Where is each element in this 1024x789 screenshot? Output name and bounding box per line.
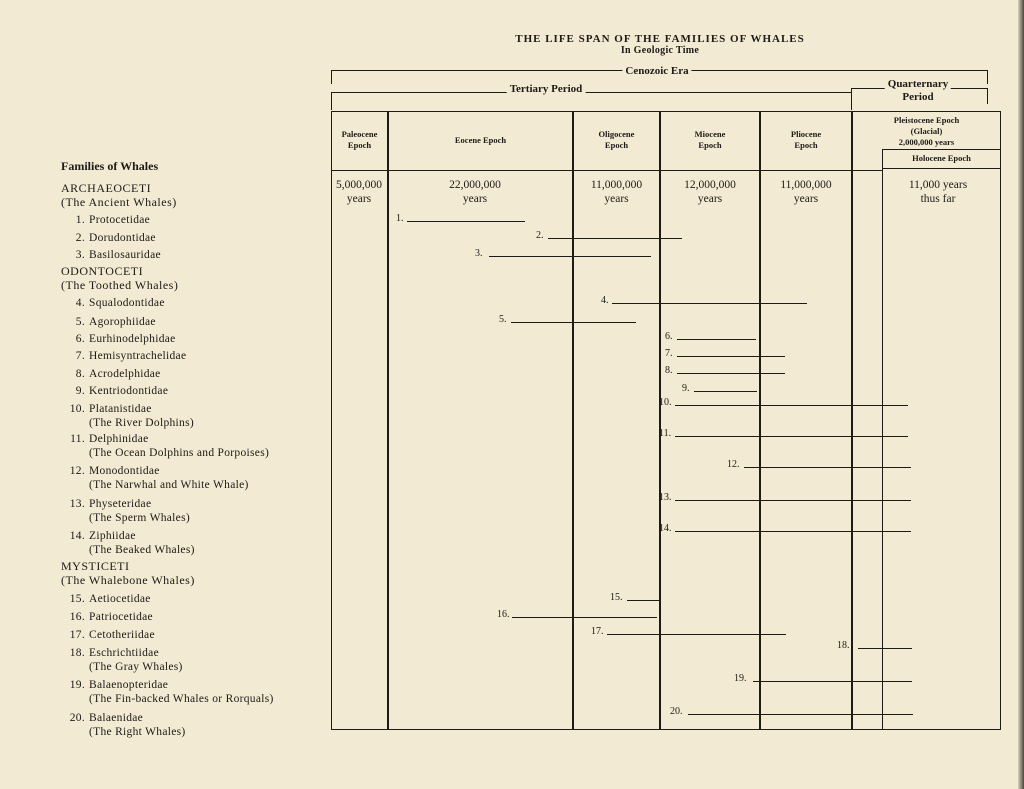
range-11-line bbox=[675, 436, 908, 437]
range-17-label: 17. bbox=[591, 626, 604, 637]
range-2-label: 2. bbox=[536, 230, 544, 241]
family-18-common: (The Gray Whales) bbox=[89, 661, 183, 673]
family-20 bbox=[61, 711, 186, 739]
epoch-paleocene bbox=[332, 129, 387, 151]
range-19-line bbox=[753, 681, 912, 682]
family-10 bbox=[61, 402, 194, 430]
range-7-label: 7. bbox=[665, 348, 673, 359]
range-12-label: 12. bbox=[727, 459, 740, 470]
range-16-line bbox=[512, 617, 657, 618]
duration-miocene-value: 12,000,000 bbox=[684, 179, 736, 191]
family-7 bbox=[61, 349, 186, 363]
family-3-number: 3. bbox=[75, 249, 85, 261]
family-8-name: Acrodelphidae bbox=[89, 368, 161, 380]
family-18-number: 18. bbox=[69, 647, 85, 659]
column-divider-7 bbox=[1000, 111, 1001, 729]
epoch-holocene bbox=[883, 153, 1000, 164]
family-6-number: 6. bbox=[75, 333, 85, 345]
family-6-name: Eurhinodelphidae bbox=[89, 333, 176, 345]
family-9-number: 9. bbox=[75, 385, 85, 397]
family-17-name: Cetotheriidae bbox=[89, 629, 155, 641]
epoch-miocene-line1: Miocene bbox=[694, 129, 726, 139]
family-1 bbox=[61, 213, 150, 227]
family-4 bbox=[61, 296, 165, 310]
family-19 bbox=[61, 678, 274, 706]
duration-oligocene bbox=[574, 178, 659, 206]
family-2 bbox=[61, 231, 156, 245]
order-archaeoceti-name: ARCHAEOCETI bbox=[61, 181, 152, 195]
family-18-name: Eschrichtiidae bbox=[89, 647, 159, 659]
range-4-label: 4. bbox=[601, 295, 609, 306]
epoch-pleistocene-line2: (Glacial) bbox=[910, 126, 943, 136]
duration-paleocene-value: 5,000,000 bbox=[336, 179, 382, 191]
range-1-label: 1. bbox=[396, 213, 404, 224]
family-8-number: 8. bbox=[75, 368, 85, 380]
epoch-eocene bbox=[389, 135, 572, 146]
tertiary-bracket-left-tick bbox=[331, 92, 332, 110]
family-2-name: Dorudontidae bbox=[89, 232, 156, 244]
range-3-line bbox=[489, 256, 651, 257]
range-1-line bbox=[407, 221, 525, 222]
family-17-number: 17. bbox=[69, 629, 85, 641]
family-15-number: 15. bbox=[69, 593, 85, 605]
duration-pliocene bbox=[761, 178, 851, 206]
range-10-label: 10. bbox=[659, 397, 672, 408]
epoch-miocene bbox=[661, 129, 759, 151]
quaternary-label-line2: Period bbox=[902, 91, 934, 103]
family-14 bbox=[61, 529, 195, 557]
epoch-pliocene-line2: Epoch bbox=[794, 140, 818, 150]
duration-miocene-unit: years bbox=[697, 193, 723, 205]
range-7-line bbox=[677, 356, 785, 357]
family-12-number: 12. bbox=[69, 465, 85, 477]
range-10-line bbox=[675, 405, 908, 406]
order-odontoceti bbox=[61, 264, 178, 292]
order-mysticeti-name: MYSTICETI bbox=[61, 559, 130, 573]
table-top-border bbox=[331, 111, 1001, 112]
family-5-number: 5. bbox=[75, 316, 85, 328]
duration-holocene-value: 11,000 years bbox=[908, 179, 968, 191]
range-12-line bbox=[744, 467, 911, 468]
family-14-common: (The Beaked Whales) bbox=[89, 544, 195, 556]
family-20-name: Balaenidae bbox=[89, 712, 144, 724]
duration-pliocene-value: 11,000,000 bbox=[780, 179, 832, 191]
range-6-line bbox=[677, 339, 756, 340]
family-2-number: 2. bbox=[75, 232, 85, 244]
range-15-line bbox=[627, 600, 659, 601]
family-11-name: Delphinidae bbox=[89, 433, 149, 445]
family-6 bbox=[61, 332, 176, 346]
tertiary-label: Tertiary Period bbox=[507, 83, 586, 95]
order-mysticeti bbox=[61, 559, 195, 587]
range-4-line bbox=[612, 303, 807, 304]
quaternary-label-line1: Quarternary bbox=[887, 78, 949, 90]
range-9-label: 9. bbox=[682, 383, 690, 394]
table-bottom-border bbox=[331, 729, 1001, 730]
range-14-label: 14. bbox=[659, 523, 672, 534]
range-13-line bbox=[675, 500, 911, 501]
family-14-number: 14. bbox=[69, 530, 85, 542]
range-20-label: 20. bbox=[670, 706, 683, 717]
epoch-eocene-label: Eocene Epoch bbox=[454, 135, 507, 145]
family-5 bbox=[61, 315, 156, 329]
epoch-pliocene bbox=[761, 129, 851, 151]
column-divider-5 bbox=[851, 111, 853, 729]
family-16-name: Patriocetidae bbox=[89, 611, 153, 623]
family-10-common: (The River Dolphins) bbox=[89, 417, 195, 429]
family-13-name: Physeteridae bbox=[89, 498, 152, 510]
range-15-label: 15. bbox=[610, 592, 623, 603]
holocene-row-bottom bbox=[882, 168, 1001, 169]
quaternary-bracket-right-tick bbox=[987, 88, 988, 104]
family-15-name: Aetiocetidae bbox=[89, 593, 151, 605]
epoch-pleistocene-line1: Pleistocene Epoch bbox=[893, 115, 960, 125]
duration-miocene bbox=[661, 178, 759, 206]
epoch-oligocene-line1: Oligocene bbox=[598, 129, 635, 139]
epoch-holocene-label: Holocene Epoch bbox=[912, 153, 971, 163]
family-13-common: (The Sperm Whales) bbox=[89, 512, 190, 524]
column-divider-6 bbox=[882, 149, 883, 729]
range-5-label: 5. bbox=[499, 314, 507, 325]
era-bracket-right-tick bbox=[987, 70, 988, 84]
duration-oligocene-unit: years bbox=[604, 193, 629, 205]
family-8 bbox=[61, 367, 161, 381]
holocene-row-top bbox=[882, 149, 1001, 150]
family-5-name: Agorophiidae bbox=[89, 316, 156, 328]
range-18-label: 18. bbox=[837, 640, 850, 651]
family-11-number: 11. bbox=[70, 433, 85, 445]
family-7-name: Hemisyntrachelidae bbox=[89, 350, 187, 362]
order-odontoceti-common: (The Toothed Whales) bbox=[61, 278, 179, 292]
duration-eocene-unit: years bbox=[462, 193, 488, 205]
range-5-line bbox=[511, 322, 636, 323]
family-19-common: (The Fin-backed Whales or Rorquals) bbox=[89, 693, 274, 705]
range-14-line bbox=[675, 531, 911, 532]
range-13-label: 13. bbox=[659, 492, 672, 503]
duration-eocene-value: 22,000,000 bbox=[449, 179, 501, 191]
families-header: Families of Whales bbox=[61, 159, 159, 173]
epoch-oligocene-line2: Epoch bbox=[604, 140, 629, 150]
order-archaeoceti bbox=[61, 181, 177, 209]
page-edge-shadow bbox=[1018, 0, 1024, 789]
epoch-pleistocene-line3: 2,000,000 years bbox=[898, 137, 955, 147]
range-18-line bbox=[858, 648, 912, 649]
family-12-common: (The Narwhal and White Whale) bbox=[89, 479, 249, 491]
family-12-name: Monodontidae bbox=[89, 465, 160, 477]
family-12 bbox=[61, 464, 249, 492]
chart-subtitle: In Geologic Time bbox=[620, 45, 700, 56]
duration-eocene bbox=[389, 178, 561, 206]
order-archaeoceti-common: (The Ancient Whales) bbox=[61, 195, 177, 209]
family-3-name: Basilosauridae bbox=[89, 249, 161, 261]
epoch-paleocene-line1: Paleocene bbox=[341, 129, 378, 139]
family-4-number: 4. bbox=[75, 297, 85, 309]
family-15 bbox=[61, 592, 151, 606]
order-odontoceti-name: ODONTOCETI bbox=[61, 264, 144, 278]
epoch-oligocene bbox=[574, 129, 659, 151]
range-8-label: 8. bbox=[665, 365, 673, 376]
range-8-line bbox=[677, 373, 785, 374]
family-9-name: Kentriodontidae bbox=[89, 385, 169, 397]
range-20-line bbox=[688, 714, 913, 715]
epoch-paleocene-line2: Epoch bbox=[347, 140, 372, 150]
range-3-label: 3. bbox=[475, 248, 483, 259]
epoch-pleistocene bbox=[853, 115, 1000, 148]
family-16-number: 16. bbox=[69, 611, 85, 623]
epoch-miocene-line2: Epoch bbox=[698, 140, 722, 150]
duration-paleocene bbox=[331, 178, 387, 206]
duration-holocene bbox=[878, 178, 998, 206]
family-18 bbox=[61, 646, 183, 674]
range-9-line bbox=[694, 391, 757, 392]
duration-oligocene-value: 11,000,000 bbox=[590, 179, 643, 191]
family-4-name: Squalodontidae bbox=[89, 297, 165, 309]
quaternary-label bbox=[885, 78, 951, 104]
duration-paleocene-unit: years bbox=[346, 193, 372, 205]
chart-title: THE LIFE SPAN OF THE FAMILIES OF WHALES bbox=[515, 33, 805, 45]
family-11 bbox=[61, 432, 269, 460]
family-19-name: Balaenopteridae bbox=[89, 679, 169, 691]
family-3 bbox=[61, 248, 161, 262]
family-1-name: Protocetidae bbox=[89, 214, 151, 226]
range-17-line bbox=[607, 634, 786, 635]
family-10-number: 10. bbox=[69, 403, 85, 415]
family-13-number: 13. bbox=[69, 498, 85, 510]
family-17 bbox=[61, 628, 155, 642]
era-bracket-left-tick bbox=[331, 70, 332, 84]
family-7-number: 7. bbox=[75, 350, 85, 362]
family-20-number: 20. bbox=[69, 712, 85, 724]
epoch-row-bottom bbox=[331, 170, 882, 171]
epoch-pliocene-line1: Pliocene bbox=[790, 129, 822, 139]
range-16-label: 16. bbox=[497, 609, 510, 620]
tertiary-bracket-right-tick bbox=[851, 88, 852, 110]
duration-pliocene-unit: years bbox=[793, 193, 819, 205]
range-2-line bbox=[548, 238, 682, 239]
range-11-label: 11. bbox=[659, 428, 672, 439]
family-14-name: Ziphiidae bbox=[89, 530, 136, 542]
family-9 bbox=[61, 384, 168, 398]
family-11-common: (The Ocean Dolphins and Porpoises) bbox=[89, 447, 270, 459]
family-10-name: Platanistidae bbox=[89, 403, 152, 415]
order-mysticeti-common: (The Whalebone Whales) bbox=[61, 573, 195, 587]
range-19-label: 19. bbox=[734, 673, 747, 684]
tertiary-bracket-line bbox=[331, 92, 851, 93]
family-20-common: (The Right Whales) bbox=[89, 726, 186, 738]
family-1-number: 1. bbox=[75, 214, 85, 226]
family-16 bbox=[61, 610, 153, 624]
duration-holocene-unit: thus far bbox=[920, 193, 956, 205]
family-19-number: 19. bbox=[69, 679, 85, 691]
range-6-label: 6. bbox=[665, 331, 673, 342]
era-label: Cenozoic Era bbox=[622, 65, 691, 77]
family-13 bbox=[61, 497, 190, 525]
